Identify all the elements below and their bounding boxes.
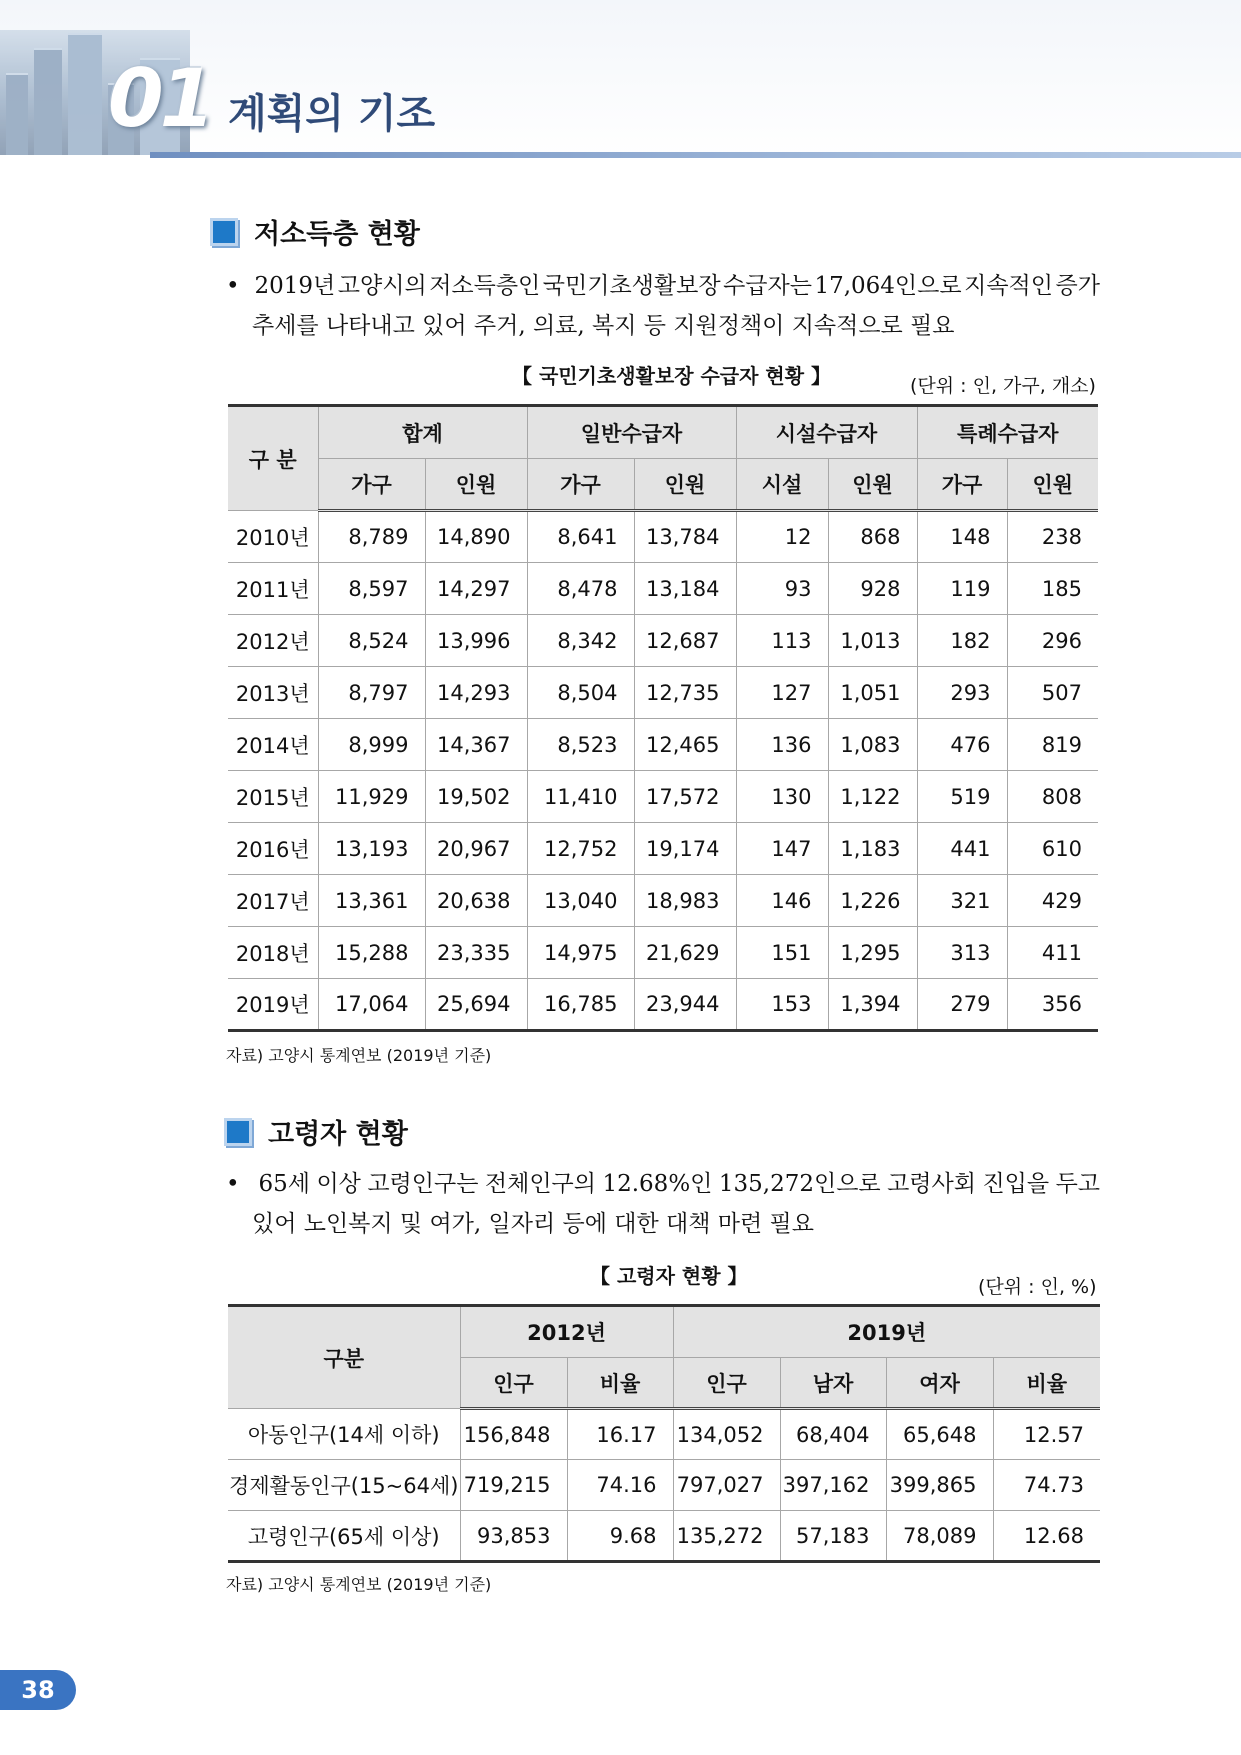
table-cell: 135,272: [673, 1511, 780, 1562]
paragraph-word: 두고: [1055, 1171, 1100, 1197]
table-cell: 16,785: [527, 979, 634, 1031]
table-cell: 130: [736, 771, 828, 823]
table-row: [228, 823, 1098, 875]
paragraph-word: 17,064인으로: [814, 273, 962, 299]
table-cell: 1,295: [828, 927, 917, 979]
table-cell: 19,502: [425, 771, 527, 823]
table-cell: 13,784: [634, 511, 736, 563]
table-cell: 9.68: [567, 1511, 673, 1562]
table-caption: 【 고령자 현황 】: [590, 1264, 748, 1288]
table-cell: 12,687: [634, 615, 736, 667]
column-header: 가구: [917, 459, 1007, 511]
table-cell: 13,193: [318, 823, 425, 875]
table-cell: 238: [1007, 511, 1098, 563]
table-unit: (단위 : 인, %): [978, 1276, 1097, 1298]
table-cell: 819: [1007, 719, 1098, 771]
table-cell: 74.73: [993, 1460, 1100, 1511]
column-header: 인구: [673, 1358, 780, 1409]
section-title: 저소득층 현황: [254, 219, 420, 250]
low-income-paragraph: [226, 266, 1100, 346]
table-cell: 476: [917, 719, 1007, 771]
table-cell: 13,361: [318, 875, 425, 927]
row-label-cell: 2018년: [228, 927, 318, 979]
table-cell: 156,848: [460, 1409, 567, 1460]
paragraph-word: 고령인구는: [367, 1171, 479, 1197]
table-cell: 13,040: [527, 875, 634, 927]
table-cell: 78,089: [886, 1511, 993, 1562]
table-row: [228, 1511, 1100, 1562]
table-cell: 134,052: [673, 1409, 780, 1460]
table-cell: 13,996: [425, 615, 527, 667]
paragraph-word: 저소득층인: [429, 273, 541, 299]
table-cell: 411: [1007, 927, 1098, 979]
table-cell: 8,342: [527, 615, 634, 667]
group-header: 특례수급자: [917, 406, 1098, 459]
column-header: 인원: [1007, 459, 1098, 511]
table-cell: 12.68: [993, 1511, 1100, 1562]
table-row: [228, 927, 1098, 979]
table-cell: 16.17: [567, 1409, 673, 1460]
table-cell: 719,215: [460, 1460, 567, 1511]
table-cell: 293: [917, 667, 1007, 719]
column-header: 비율: [993, 1358, 1100, 1409]
paragraph-word: 135,272인으로: [718, 1171, 881, 1197]
column-header: 시설: [736, 459, 828, 511]
table-cell: 8,597: [318, 563, 425, 615]
table-cell: 8,797: [318, 667, 425, 719]
paragraph-line-2: 있어 노인복지 및 여가, 일자리 등에 대한 대책 마련 필요: [252, 1211, 814, 1237]
paragraph-word: 이상: [316, 1171, 361, 1197]
table-cell: 1,083: [828, 719, 917, 771]
group-header: 일반수급자: [527, 406, 736, 459]
section-title: 고령자 현황: [268, 1119, 408, 1150]
row-label-cell: 2016년: [228, 823, 318, 875]
row-label-cell: 2019년: [228, 979, 318, 1031]
bullet-icon: •: [226, 273, 240, 299]
page-number: 38: [0, 1670, 76, 1710]
table-cell: 397,162: [780, 1460, 886, 1511]
table-cell: 14,293: [425, 667, 527, 719]
table-row: [228, 1409, 1100, 1460]
row-label-cell: 2011년: [228, 563, 318, 615]
table-cell: 296: [1007, 615, 1098, 667]
table-cell: 279: [917, 979, 1007, 1031]
table-cell: 8,789: [318, 511, 425, 563]
header-divider: [150, 152, 1241, 158]
table-cell: 1,013: [828, 615, 917, 667]
paragraph-word: 고령사회: [887, 1171, 976, 1197]
paragraph-word: 증가: [1055, 273, 1100, 299]
section-heading-elderly: [224, 1112, 408, 1151]
table-cell: 321: [917, 875, 1007, 927]
table-cell: 20,638: [425, 875, 527, 927]
paragraph-word: 65세: [258, 1171, 310, 1197]
row-label-cell: 2017년: [228, 875, 318, 927]
table-cell: 429: [1007, 875, 1098, 927]
table-cell: 74.16: [567, 1460, 673, 1511]
table-cell: 113: [736, 615, 828, 667]
elderly-table: [228, 1304, 1100, 1563]
table-cell: 356: [1007, 979, 1098, 1031]
table-unit: (단위 : 인, 가구, 개소): [910, 375, 1096, 397]
table-cell: 519: [917, 771, 1007, 823]
table-cell: 8,478: [527, 563, 634, 615]
column-header: 인원: [828, 459, 917, 511]
table-cell: 928: [828, 563, 917, 615]
square-bullet-icon: [224, 1118, 252, 1146]
table-cell: 136: [736, 719, 828, 771]
table-cell: 808: [1007, 771, 1098, 823]
table-cell: 797,027: [673, 1460, 780, 1511]
paragraph-word: 2019년: [254, 273, 336, 299]
table-row: [228, 719, 1098, 771]
row-header-label: 구 분: [228, 406, 318, 511]
table-cell: 93,853: [460, 1511, 567, 1562]
bullet-icon: •: [226, 1171, 240, 1197]
column-header: 인원: [425, 459, 527, 511]
table-cell: 1,051: [828, 667, 917, 719]
paragraph-word: 국민기초생활보장: [542, 273, 721, 299]
table-row: [228, 563, 1098, 615]
table-cell: 313: [917, 927, 1007, 979]
table-cell: 15,288: [318, 927, 425, 979]
table-cell: 93: [736, 563, 828, 615]
table-row: [228, 615, 1098, 667]
table-cell: 14,297: [425, 563, 527, 615]
table-cell: 21,629: [634, 927, 736, 979]
row-label-cell: 2013년: [228, 667, 318, 719]
table-cell: 8,523: [527, 719, 634, 771]
table-row: [228, 771, 1098, 823]
table-cell: 185: [1007, 563, 1098, 615]
paragraph-word: 고양시의: [337, 273, 427, 299]
paragraph-line-2: 추세를 나타내고 있어 주거, 의료, 복지 등 지원정책이 지속적으로 필요: [252, 313, 955, 339]
table-cell: 18,983: [634, 875, 736, 927]
column-header: 인구: [460, 1358, 567, 1409]
group-header: 시설수급자: [736, 406, 917, 459]
row-label-cell: 2014년: [228, 719, 318, 771]
table-cell: 12: [736, 511, 828, 563]
table-row: [228, 1460, 1100, 1511]
column-header: 여자: [886, 1358, 993, 1409]
table-cell: 19,174: [634, 823, 736, 875]
table-source-note: 자료) 고양시 통계연보 (2019년 기준): [226, 1575, 492, 1594]
table-cell: 146: [736, 875, 828, 927]
square-bullet-icon: [210, 218, 238, 246]
table-cell: 8,504: [527, 667, 634, 719]
table-cell: 12,465: [634, 719, 736, 771]
column-header: 가구: [527, 459, 634, 511]
paragraph-line-1: [226, 1164, 1100, 1204]
paragraph-word: 진입을: [982, 1171, 1050, 1197]
table-cell: 14,890: [425, 511, 527, 563]
chapter-number: 01: [108, 52, 212, 145]
table-cell: 1,226: [828, 875, 917, 927]
group-header: 2019년: [673, 1306, 1100, 1358]
table-cell: 14,367: [425, 719, 527, 771]
group-header: 합계: [318, 406, 527, 459]
column-header: 남자: [780, 1358, 886, 1409]
table-cell: 8,641: [527, 511, 634, 563]
table-cell: 507: [1007, 667, 1098, 719]
paragraph-line-1: [226, 266, 1100, 306]
row-header-label: 구분: [228, 1306, 460, 1409]
row-label-cell: 아동인구(14세 이하): [228, 1409, 460, 1460]
table-subheader-row: [228, 459, 1098, 511]
table-cell: 151: [736, 927, 828, 979]
table-cell: 868: [828, 511, 917, 563]
table-cell: 14,975: [527, 927, 634, 979]
table-cell: 1,122: [828, 771, 917, 823]
table-cell: 8,999: [318, 719, 425, 771]
row-label-cell: 2015년: [228, 771, 318, 823]
table-cell: 610: [1007, 823, 1098, 875]
column-header: 가구: [318, 459, 425, 511]
table-cell: 11,929: [318, 771, 425, 823]
row-label-cell: 고령인구(65세 이상): [228, 1511, 460, 1562]
table-cell: 68,404: [780, 1409, 886, 1460]
table-cell: 65,648: [886, 1409, 993, 1460]
table-cell: 1,394: [828, 979, 917, 1031]
table-cell: 8,524: [318, 615, 425, 667]
table-row: [228, 511, 1098, 563]
table-cell: 399,865: [886, 1460, 993, 1511]
table-cell: 127: [736, 667, 828, 719]
column-header: 비율: [567, 1358, 673, 1409]
table-cell: 147: [736, 823, 828, 875]
paragraph-word: 12.68%인: [602, 1171, 713, 1197]
table-caption: 【 국민기초생활보장 수급자 현황 】: [512, 364, 832, 388]
elderly-paragraph: [226, 1164, 1100, 1244]
table-row: [228, 979, 1098, 1031]
row-label-cell: 2010년: [228, 511, 318, 563]
table-cell: 12,735: [634, 667, 736, 719]
row-label-cell: 2012년: [228, 615, 318, 667]
table-cell: 153: [736, 979, 828, 1031]
table-cell: 17,572: [634, 771, 736, 823]
table-cell: 25,694: [425, 979, 527, 1031]
row-label-cell: 경제활동인구(15~64세): [228, 1460, 460, 1511]
table-cell: 182: [917, 615, 1007, 667]
paragraph-word: 전체인구의: [484, 1171, 596, 1197]
table-cell: 20,967: [425, 823, 527, 875]
table-row: [228, 667, 1098, 719]
table-cell: 1,183: [828, 823, 917, 875]
table-cell: 12,752: [527, 823, 634, 875]
table-cell: 11,410: [527, 771, 634, 823]
column-header: 인원: [634, 459, 736, 511]
table-cell: 23,335: [425, 927, 527, 979]
table-cell: 17,064: [318, 979, 425, 1031]
paragraph-word: 지속적인: [964, 273, 1053, 299]
section-heading-low-income: [210, 212, 420, 251]
recipient-table: [228, 404, 1098, 1032]
table-group-header-row: [228, 1306, 1100, 1358]
table-cell: 23,944: [634, 979, 736, 1031]
chapter-title: 계획의 기조: [228, 91, 436, 137]
table-cell: 441: [917, 823, 1007, 875]
table-cell: 57,183: [780, 1511, 886, 1562]
table-cell: 13,184: [634, 563, 736, 615]
table-cell: 148: [917, 511, 1007, 563]
chapter-header: [0, 0, 1241, 160]
table-source-note: 자료) 고양시 통계연보 (2019년 기준): [226, 1046, 492, 1065]
table-cell: 12.57: [993, 1409, 1100, 1460]
table-group-header-row: [228, 406, 1098, 459]
group-header: 2012년: [460, 1306, 673, 1358]
table-cell: 119: [917, 563, 1007, 615]
table-row: [228, 875, 1098, 927]
paragraph-word: 수급자는: [723, 273, 812, 299]
